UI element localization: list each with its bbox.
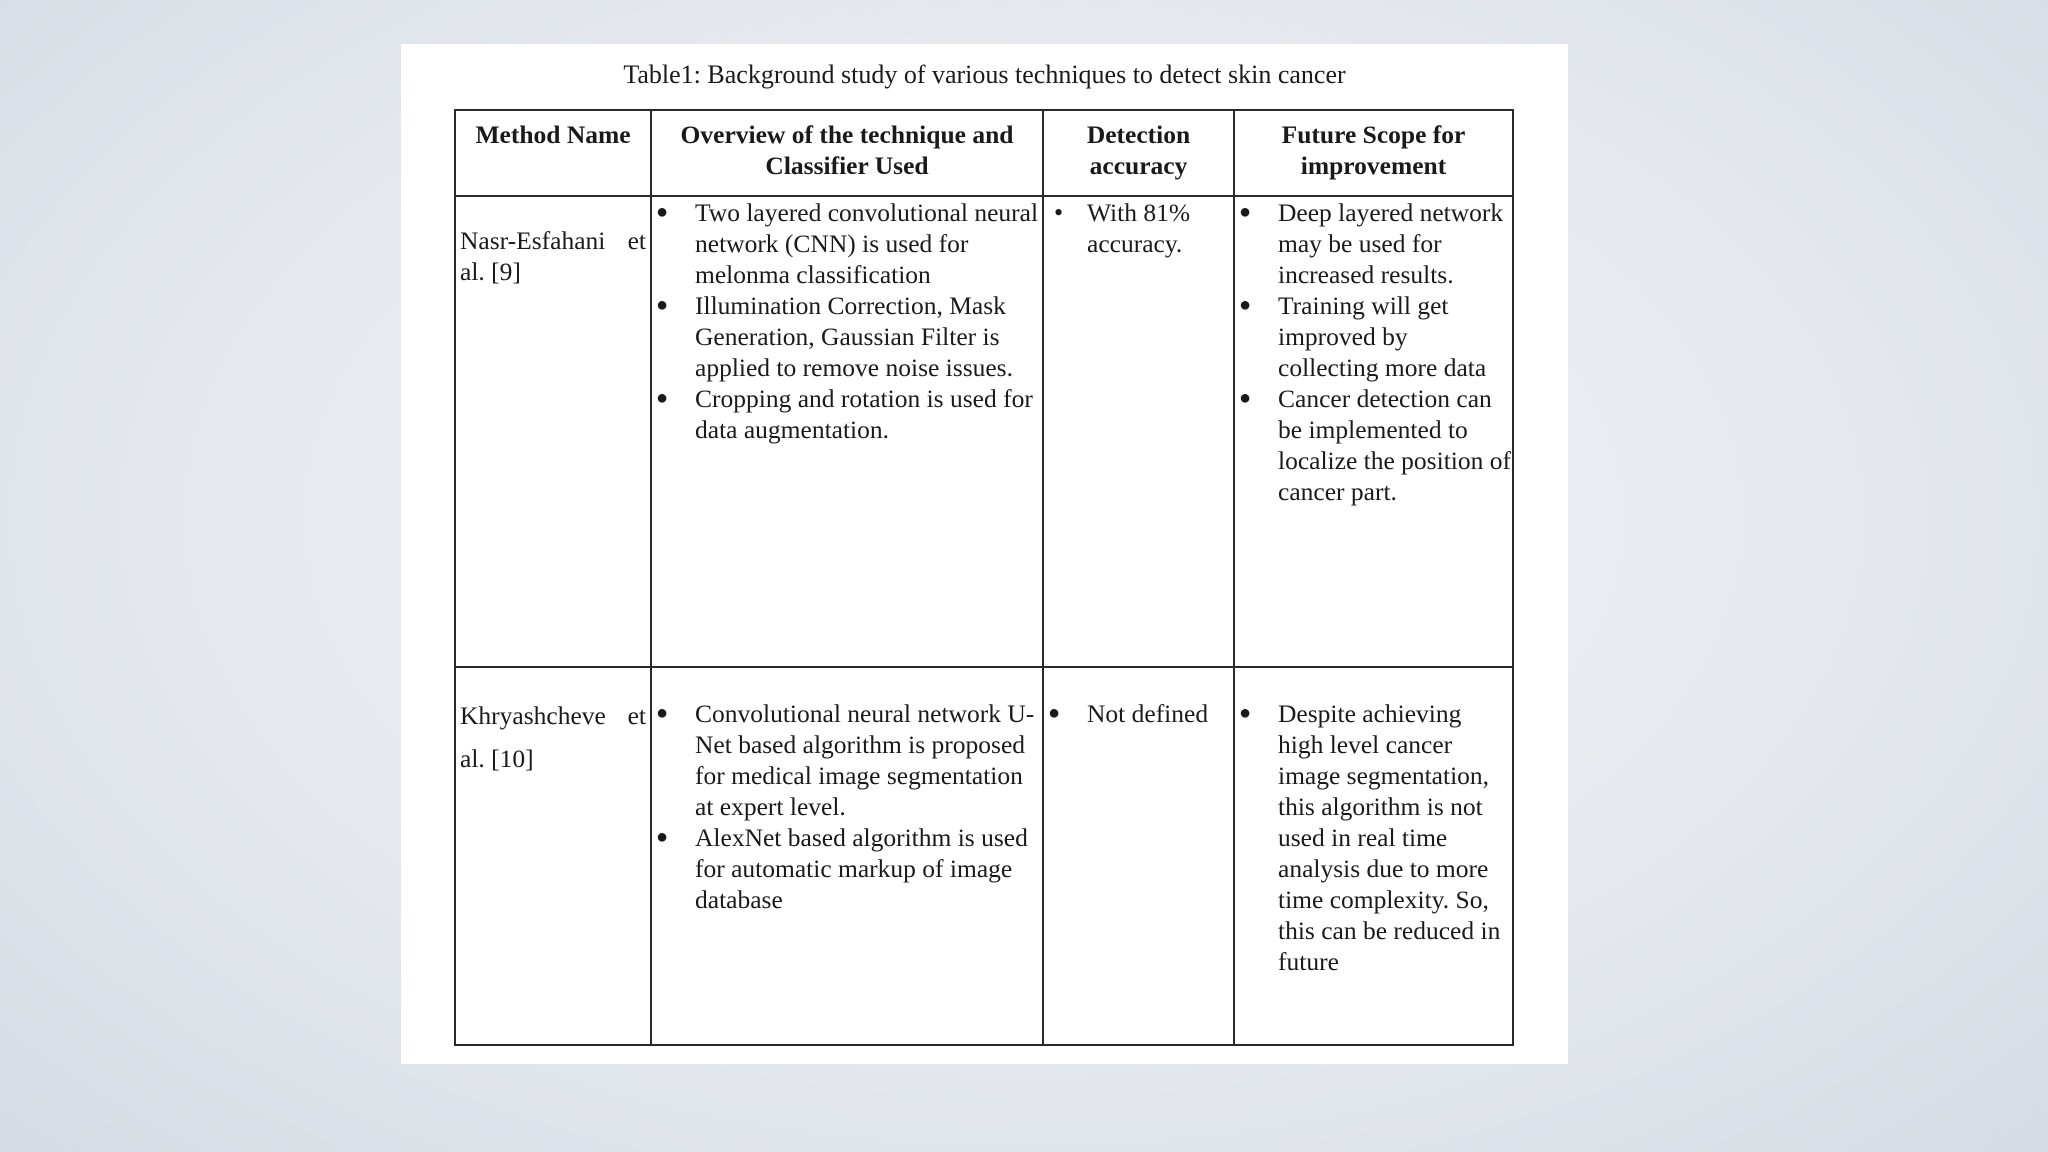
overview-bullet: ● Illumination Correction, Mask Generation, Gaussian Filter is applied to remove noise issues. <box>652 290 1042 383</box>
method-cell <box>455 667 651 1045</box>
overview-cell <box>651 667 1043 1045</box>
accuracy-cell <box>1043 667 1234 1045</box>
accuracy-cell <box>1043 196 1234 667</box>
future-bullet: ● Deep layered network may be used for increased results. <box>1235 197 1512 290</box>
method-name: Nasr-Esfahani et al. [9] <box>460 226 646 286</box>
background-study-table <box>454 109 1514 1046</box>
header-future-scope: Future Scope for improvement <box>1234 110 1513 196</box>
overview-bullet: ● Cropping and rotation is used for data augmentation. <box>652 383 1042 445</box>
future-bullet: ● Despite achieving high level cancer image segmentation, this algorithm is not used in real time analysis due to more time complexity. So, this can be reduced in future <box>1235 698 1512 977</box>
table-caption: Table1: Background study of various techniques to detect skin cancer <box>623 60 1346 89</box>
overview-bullet: ● Convolutional neural network U-Net based algorithm is proposed for medical image segmentation at expert level. <box>652 698 1042 822</box>
accuracy-bullet: • With 81% accuracy. <box>1044 197 1233 259</box>
header-detection-accuracy: Detection accuracy <box>1043 110 1234 196</box>
table-header-row <box>455 110 1513 196</box>
header-method-name: Method Name <box>455 110 651 196</box>
future-bullet: ● Training will get improved by collecting more data <box>1235 290 1512 383</box>
future-scope-cell <box>1234 196 1513 667</box>
future-bullet: ● Cancer detection can be implemented to localize the position of cancer part. <box>1235 383 1512 507</box>
table-row <box>455 196 1513 667</box>
overview-cell <box>651 196 1043 667</box>
overview-bullet: ● AlexNet based algorithm is used for automatic markup of image database <box>652 822 1042 915</box>
future-scope-cell <box>1234 667 1513 1045</box>
overview-bullet: ● Two layered convolutional neural network (CNN) is used for melonma classification <box>652 197 1042 290</box>
table-row <box>455 667 1513 1045</box>
method-name: Khryashcheve et al. [10] <box>460 701 646 773</box>
slide-card <box>401 44 1568 1064</box>
accuracy-bullet: ● Not defined <box>1044 698 1233 729</box>
header-overview: Overview of the technique and Classifier Used <box>651 110 1043 196</box>
method-cell <box>455 196 651 667</box>
